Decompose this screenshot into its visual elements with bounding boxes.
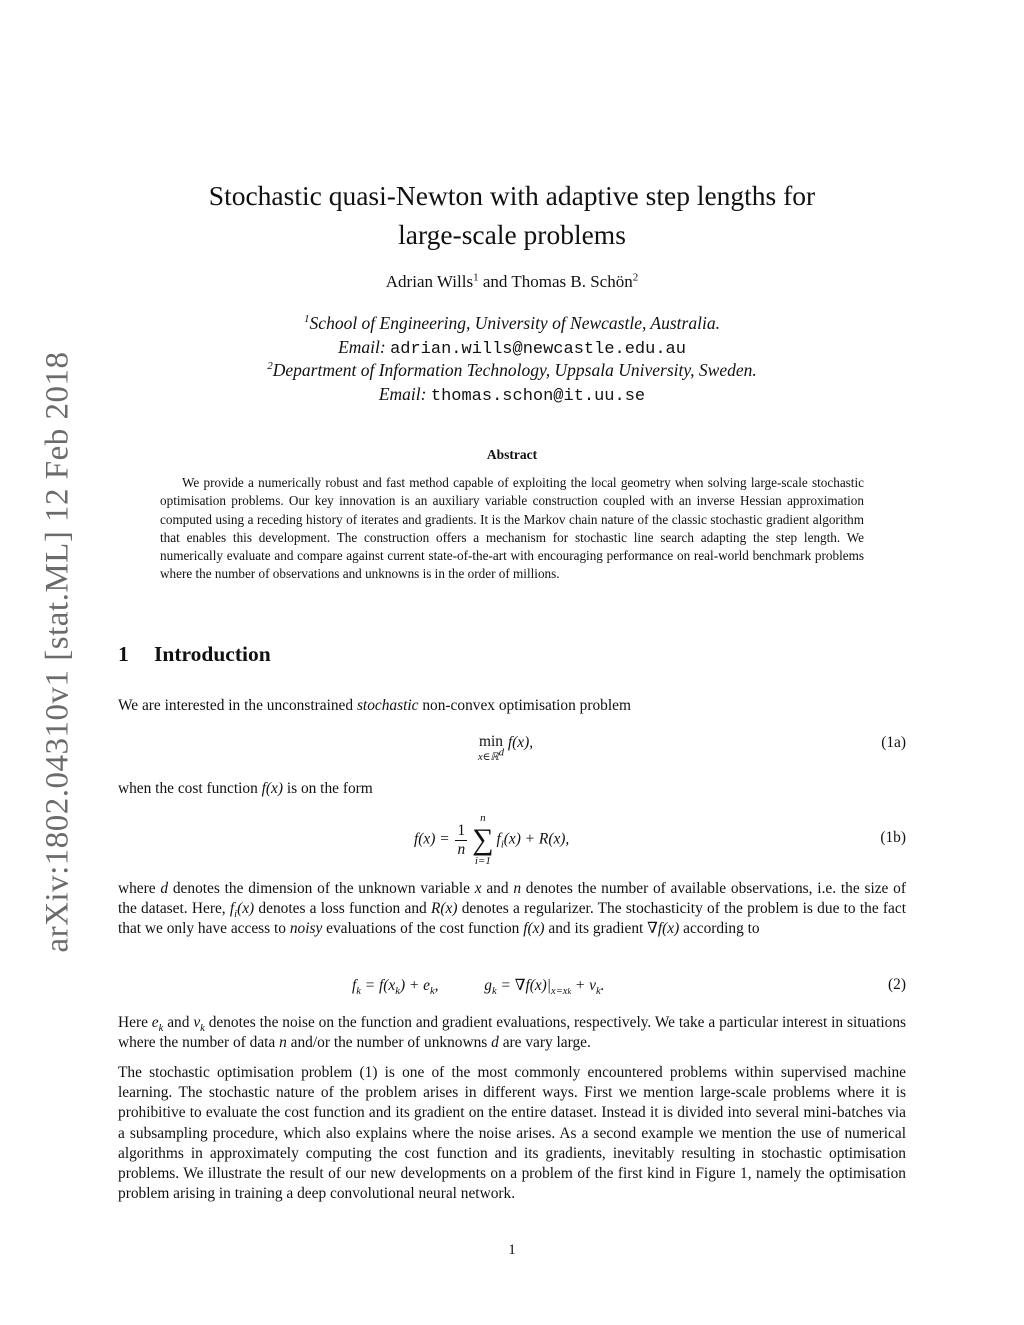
p2-text-a: when the cost function <box>118 780 262 797</box>
p4-e-sub: k <box>158 1023 164 1035</box>
eq1a-limit-text: x∈ℝ <box>478 752 499 763</box>
equation-1b-label: (1b) <box>880 829 906 846</box>
p3-t3: and <box>481 880 514 897</box>
page-number: 1 <box>508 1242 516 1258</box>
eq1b-term-f: f <box>496 830 501 848</box>
affiliation-1 <box>0 313 1024 334</box>
author-list <box>0 272 1024 292</box>
p3-t2: denotes the dimension of the unknown variable <box>168 880 475 897</box>
eq2-v-sub: k <box>595 986 601 998</box>
eq2-f: f <box>352 977 357 994</box>
p3-fi: f <box>229 900 235 918</box>
section-title: Introduction <box>154 642 271 666</box>
eq1b-term-rest: (x) + R(x), <box>503 830 570 848</box>
eq1b-sum-bottom: i=1 <box>474 855 491 867</box>
p3-t9: according to <box>679 920 760 938</box>
p3-t6: denotes a regularizer. The stochasticity of the problem is due to the fact that we only have access to <box>118 900 906 938</box>
eq1a-limit-sup: d <box>498 747 504 759</box>
affiliation-1-text: School of Engineering, University of Newcastle, Australia. <box>309 313 720 333</box>
affiliation-2-email[interactable]: thomas.schon@it.uu.se <box>430 387 646 406</box>
affiliation-1-email[interactable]: adrian.wills@newcastle.edu.au <box>390 340 686 359</box>
author-2-sup: 2 <box>632 271 639 284</box>
p3-fx: f(x) <box>523 920 545 938</box>
p2-fx: f(x) <box>261 780 283 797</box>
p4-t1: Here <box>118 1014 152 1031</box>
p3-t8: and its gradient <box>544 920 648 938</box>
p4-d: d <box>491 1034 499 1052</box>
title-line-2: large-scale problems <box>398 219 626 250</box>
author-1-sup: 1 <box>473 271 479 284</box>
eq1b-sum-symbol: ∑ <box>472 823 494 856</box>
equation-1a-label: (1a) <box>881 734 906 751</box>
eq2-eval-sub-k: k <box>567 987 572 997</box>
p3-fi-sub: i <box>234 909 238 921</box>
eq2-f-sub: k <box>356 986 361 998</box>
p3-t4: denotes the number of available observations, i.e. the size of the dataset. Here, <box>118 880 906 918</box>
eq1a-limit <box>478 747 504 766</box>
p2-text-b: is on the form <box>282 780 373 797</box>
eq1b-frac-den: n <box>457 840 466 858</box>
affiliation-1-email-label: Email: <box>338 337 391 357</box>
p1-emph: stochastic <box>356 697 419 714</box>
eq1a-body: f(x), <box>507 734 534 751</box>
eq1a-op: min <box>479 733 503 750</box>
eq2-g: g <box>484 977 492 994</box>
author-connector: and <box>478 272 512 291</box>
section-number: 1 <box>118 642 129 666</box>
abstract-text: We provide a numerically robust and fast method capable of exploiting the local geometry when solving large-scale stochastic optimisation problems. Our key innovation is an auxiliary variable construction coupled with an inverse Hessian approximation computed using a receding history of iterates and gradients. It is the Markov chain nature of the classic stochastic gradient algorithm that enables this development. The construction offers a mechanism for stochastic line search adapting the step length. We numerically evaluate and compare against current state-of-the-art with encouraging performance on real-world benchmark problems where the number of observations and unknowns is in the order of millions. <box>160 475 864 582</box>
p4-v: v <box>193 1014 201 1031</box>
p4-t3: denotes the noise on the function and gradient evaluations, respectively. We take a particular interest in situations where the number of data <box>118 1014 907 1052</box>
eq2-mid4: + v <box>571 977 596 994</box>
affiliation-2-email-line <box>0 384 1024 406</box>
p3-t5: denotes a loss function and <box>254 900 431 918</box>
eq1b-lhs: f(x) = <box>414 830 454 848</box>
p3-t1: where <box>118 880 161 897</box>
p3-fi-arg: (x) <box>237 900 255 918</box>
paragraph-definitions <box>118 879 906 940</box>
eq1b-frac-num: 1 <box>457 821 466 839</box>
title-line-1: Stochastic quasi-Newton with adaptive step lengths for <box>208 180 816 211</box>
paper-title <box>0 176 1024 254</box>
p3-t7: evaluations of the cost function <box>322 920 524 938</box>
p3-n: n <box>513 880 522 897</box>
affiliation-1-sup: 1 <box>304 313 310 326</box>
paragraph-noise <box>118 1013 906 1053</box>
p3-R: R(x) <box>430 900 458 918</box>
p3-noisy: noisy <box>289 920 323 938</box>
eq2-x-sub: k <box>395 986 400 998</box>
eq1b-term-sub: i <box>500 839 504 851</box>
p4-t4: and/or the number of unknowns <box>286 1034 492 1052</box>
p3-grad: ∇f(x) <box>647 920 680 938</box>
eq1b-fraction <box>455 822 467 859</box>
p1-text-a: We are interested in the unconstrained <box>118 697 357 714</box>
p3-x: x <box>474 880 482 897</box>
affiliation-1-email-line <box>0 337 1024 359</box>
p4-e: e <box>151 1014 159 1031</box>
eq1a-min <box>478 734 504 766</box>
eq2-end1: , <box>434 977 439 994</box>
equation-2-label: (2) <box>888 976 906 993</box>
p1-text-c: non-convex optimisation problem <box>418 697 631 714</box>
eq2-mid2: ) + e <box>399 977 430 994</box>
eq2-eval-sub <box>551 986 571 997</box>
p4-t5: are vary large. <box>498 1034 591 1052</box>
eq2-mid3: = ∇f(x)| <box>496 977 552 994</box>
affiliation-2-email-label: Email: <box>378 384 431 404</box>
paragraph-cost-form <box>118 779 906 799</box>
affiliation-2 <box>0 360 1024 381</box>
eq2-end2: . <box>600 977 605 994</box>
author-1: Adrian Wills <box>385 272 474 291</box>
eq2-eval-sub-text: x=x <box>551 986 568 998</box>
eq2-e-sub: k <box>430 986 435 998</box>
abstract-heading: Abstract <box>486 447 538 462</box>
eq2-g-sub: k <box>491 986 497 998</box>
p4-n: n <box>279 1034 287 1052</box>
affiliation-2-sup: 2 <box>267 360 273 373</box>
paragraph-intro <box>118 696 906 716</box>
equation-2 <box>352 976 605 998</box>
eq2-mid1: = f(x <box>360 977 396 994</box>
p3-d: d <box>160 880 169 897</box>
paragraph-motivation: The stochastic optimisation problem (1) is one of the most commonly encountered problems within supervised machine learning. The stochastic nature of the problem arises in different ways. First we mention large-scale problems where it is prohibitive to evaluate the cost function and its gradient on the entire dataset. Instead it is divided into several mini-batches via a subsampling procedure, which also explains where the noise arises. As a second example we mention the use of numerical algorithms in approximately computing the cost function and its gradients, inevitably resulting in stochastic optimisation problems. We illustrate the result of our new developments on a problem of the first kind in Figure 1, namely the optimisation problem arising in training a deep convolutional neural network. <box>118 1064 906 1203</box>
author-2: Thomas B. Schön <box>511 272 633 291</box>
equation-1a <box>478 734 533 766</box>
equation-1b <box>414 812 569 868</box>
arxiv-stamp: arXiv:1802.04310v1 [stat.ML] 12 Feb 2018 <box>39 351 76 953</box>
eq1b-sum <box>472 812 493 868</box>
affiliation-2-text: Department of Information Technology, Uppsala University, Sweden. <box>272 360 757 380</box>
eq1b-sum-top: n <box>480 812 486 824</box>
p4-v-sub: k <box>200 1023 205 1035</box>
section-heading <box>118 642 271 667</box>
p4-t2: and <box>163 1014 194 1031</box>
